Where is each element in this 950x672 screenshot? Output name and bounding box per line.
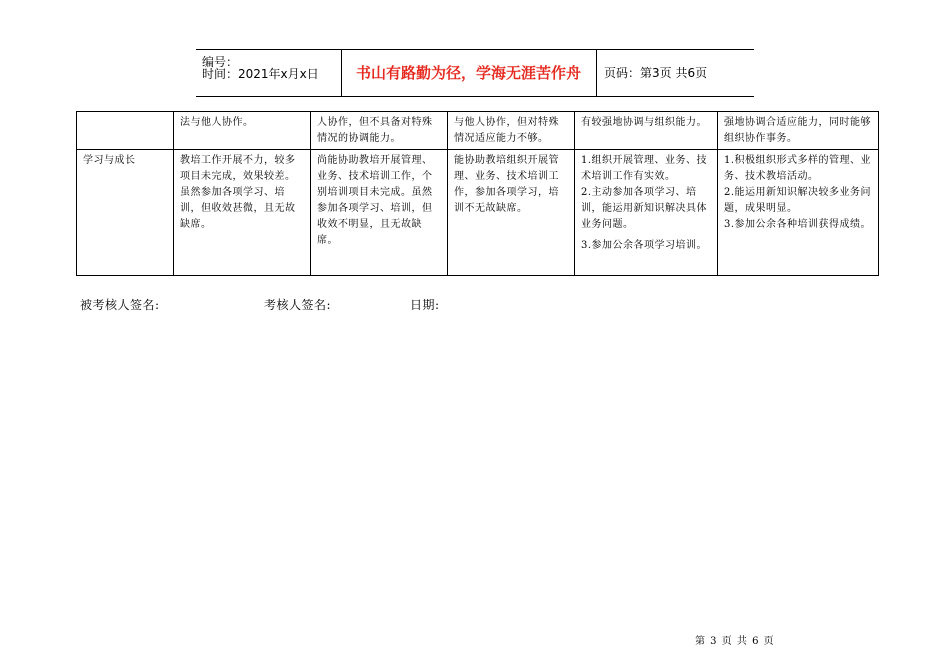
date-label: 日期:: [410, 298, 440, 312]
table-cell: 法与他人协作。: [174, 112, 311, 150]
list-item: 2.主动参加各项学习、培训，能运用新知识解决具体业务问题。: [581, 187, 707, 230]
table-cell: [575, 150, 718, 276]
header-meta: [202, 50, 340, 96]
footer-page-number: 第 3 页 共 6 页: [695, 636, 775, 647]
table-cell: 与他人协作，但对特殊情况适应能力不够。: [448, 112, 575, 150]
table-row: [77, 150, 879, 276]
assessor-signature-label: 考核人签名:: [264, 298, 332, 312]
header-page-code: 页码：第3页 共6页: [604, 66, 708, 80]
table-cell: 教培工作开展不力，较多项目未完成，效果较差。虽然参加各项学习、培训，但收效甚微，且无故缺席。: [174, 150, 311, 276]
category-cell: 学习与成长: [77, 150, 174, 276]
table-cell: 有较强地协调与组织能力。: [575, 112, 718, 150]
table-row: [77, 112, 879, 150]
document-time-label: 时间：2021年x月x日: [202, 67, 319, 81]
header-divider: [596, 50, 597, 96]
assessee-signature-label: 被考核人签名:: [80, 298, 160, 312]
document-number-label: 编号：: [202, 55, 239, 69]
table-cell: 人协作，但不具备对特殊情况的协调能力。: [311, 112, 448, 150]
table-cell: [77, 112, 174, 150]
list-item: 1.积极组织形式多样的管理、业务、技术教培活动。: [724, 155, 872, 182]
list-item: 3.参加公余各种培训获得成绩。: [724, 219, 872, 230]
header-motto: 书山有路勤为径，学海无涯苦作舟: [355, 64, 581, 82]
page-header: [196, 49, 754, 97]
list-item: 1.组织开展管理、业务、技术培训工作有实效。: [581, 155, 708, 182]
table-cell: [718, 150, 879, 276]
table-cell: 强地协调合适应能力，同时能够组织协作事务。: [718, 112, 879, 150]
table-cell: 尚能协助教培开展管理、业务、技术培训工作，个别培训项目未完成。虽然参加各项学习、培训，但收效不明显，且无故缺席。: [311, 150, 448, 276]
assessment-table: [76, 111, 879, 276]
list-item: 2.能运用新知识解决较多业务问题，成果明显。: [724, 187, 872, 214]
table-cell: 能协助教培组织开展管理、业务、技术培训工作，参加各项学习，培训不无故缺席。: [448, 150, 575, 276]
list-item: 3.参加公余各项学习培训。: [581, 240, 708, 251]
